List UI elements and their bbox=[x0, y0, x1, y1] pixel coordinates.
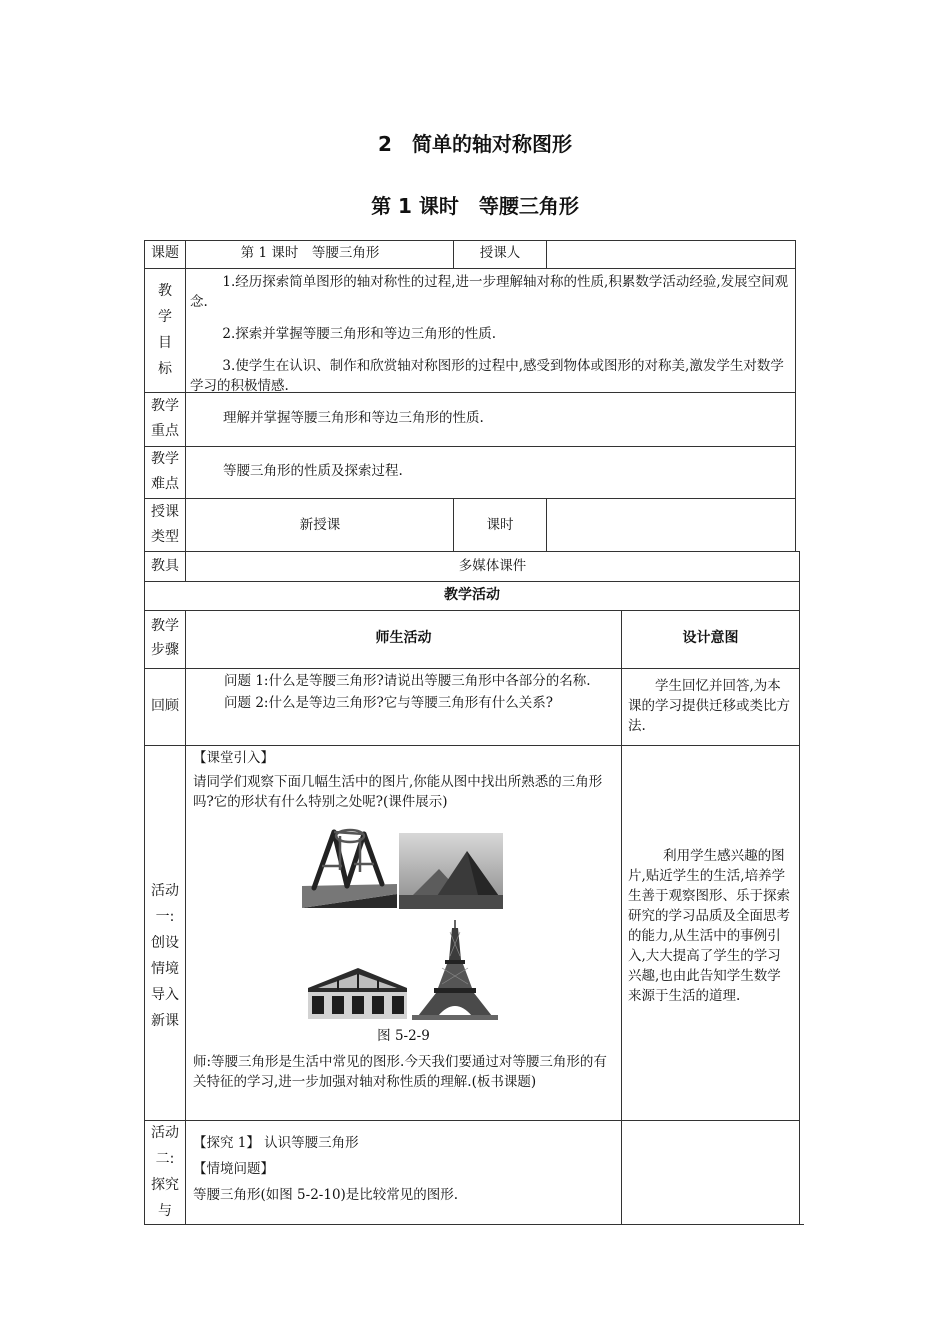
activity1-intro-text: 请同学们观察下面几幅生活中的图片,你能从图中找出所熟悉的三角形吗?它的形状有什么特别之处呢?(课件展示) bbox=[193, 774, 603, 810]
activity2-text: 等腰三角形(如图 5-2-10)是比较常见的图形. bbox=[193, 1187, 459, 1203]
activity1-teacher-text: 师:等腰三角形是生活中常见的图形.今天我们要通过对等腰三角形的有关特征的学习,进一步加强对轴对称性质的理解.(板书课题) bbox=[193, 1054, 607, 1090]
activity1-label: 活动一:创设情境导入新课 bbox=[151, 883, 179, 1029]
intent-col-header: 设计意图 bbox=[682, 630, 739, 646]
page-title: 2 简单的轴对称图形 bbox=[378, 132, 572, 156]
activity-header: 教学活动 bbox=[444, 587, 500, 603]
difficulty-label: 教学难点 bbox=[151, 451, 179, 492]
activity1-intent: 利用学生感兴趣的图片,贴近学生的生活,培养学生善于观察图形、乐于探索研究的学习品质及全面思考的能力,从生活中的事例引入,大大提高了学生的学习兴趣,也由此告知学生数学来源于生活的道理. bbox=[628, 848, 790, 1004]
tools-label: 教具 bbox=[151, 558, 179, 574]
goal-item-1: 1.经历探索简单图形的轴对称性的过程,进一步理解轴对称的性质,积累数学活动经验,发展空间观念. bbox=[190, 274, 789, 310]
goal-item-2: 2.探索并掌握等腰三角形和等边三角形的性质. bbox=[222, 326, 497, 342]
figure-caption: 图 5-2-9 bbox=[377, 1028, 430, 1044]
activity2-heading-2: 【情境问题】 bbox=[193, 1161, 274, 1177]
eiffel-tower-photo bbox=[412, 920, 498, 1020]
goals-list bbox=[190, 272, 790, 396]
topic-label: 课题 bbox=[151, 245, 179, 261]
activity2-label: 活动二:探究与 bbox=[151, 1125, 179, 1219]
type-value: 新授课 bbox=[299, 517, 341, 533]
pyramids-photo bbox=[399, 833, 503, 909]
tools-value: 多媒体课件 bbox=[458, 558, 527, 574]
timber-house-photo bbox=[308, 966, 407, 1019]
topic-value: 第 1 课时 等腰三角形 bbox=[240, 245, 380, 261]
activity-col-header: 师生活动 bbox=[375, 630, 432, 646]
step-header: 教学步骤 bbox=[151, 618, 179, 658]
review-question-2: 问题 2:什么是等边三角形?它与等腰三角形有什么关系? bbox=[224, 695, 553, 711]
focus-label: 教学重点 bbox=[151, 398, 179, 439]
review-label: 回顾 bbox=[151, 698, 179, 714]
type-label: 授课类型 bbox=[151, 504, 179, 545]
activity1-heading: 【课堂引入】 bbox=[193, 750, 274, 766]
goal-item-3: 3.使学生在认识、制作和欣赏轴对称图形的过程中,感受到物体或图形的对称美,激发学生对数学学习的积极情感. bbox=[190, 358, 784, 394]
activity2-heading-1: 【探究 1】 认识等腰三角形 bbox=[193, 1135, 359, 1151]
review-intent: 学生回忆并回答,为本课的学习提供迁移或类比方法. bbox=[628, 678, 790, 734]
hours-label: 课时 bbox=[486, 517, 514, 533]
lesson-subtitle: 第 1 课时 等腰三角形 bbox=[371, 194, 579, 218]
swing-frame-photo bbox=[302, 826, 397, 908]
goals-label: 教学目标 bbox=[158, 283, 172, 377]
difficulty-value: 等腰三角形的性质及探索过程. bbox=[223, 463, 403, 479]
teacher-label: 授课人 bbox=[479, 245, 521, 261]
focus-value: 理解并掌握等腰三角形和等边三角形的性质. bbox=[223, 410, 484, 426]
review-content bbox=[193, 671, 615, 713]
review-question-1: 问题 1:什么是等腰三角形?请说出等腰三角形中各部分的名称. bbox=[224, 673, 591, 689]
